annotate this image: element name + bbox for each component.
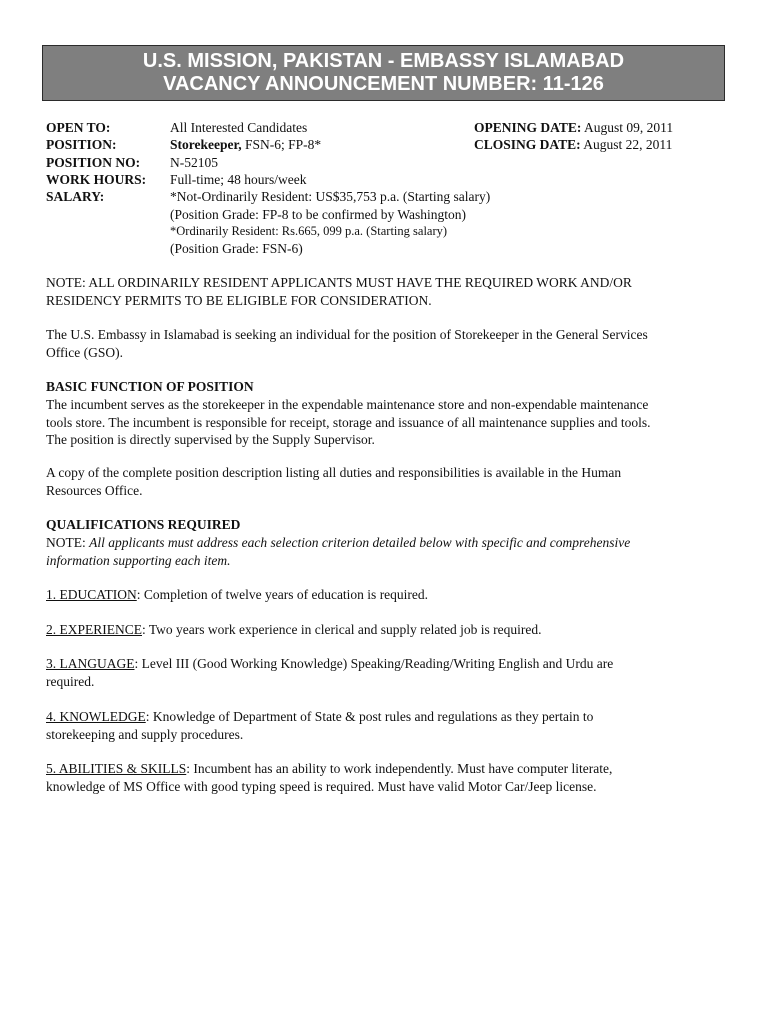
copy-line-1: A copy of the complete position description listing all duties and responsibilities is available in the Human (46, 465, 622, 480)
experience-text: : Two years work experience in clerical and supply related job is required. (142, 622, 542, 637)
basic-function-line-2: tools store. The incumbent is responsible for receipt, storage and issuance of all maintenance supplies and tools. (46, 414, 651, 430)
closing-date-value: August 22, 2011 (580, 137, 673, 153)
intro-line-1: The U.S. Embassy in Islamabad is seeking an individual for the position of Storekeeper in the General Services (46, 327, 648, 342)
salary-line-2: (Position Grade: FP-8 to be confirmed by Washington) (170, 206, 467, 222)
position-no-label: POSITION NO: (46, 154, 141, 170)
resident-note-line-1: NOTE: ALL ORDINARILY RESIDENT APPLICANTS MUST HAVE THE REQUIRED WORK AND/OR (46, 275, 632, 290)
title-line-1: U.S. MISSION, PAKISTAN - EMBASSY ISLAMABAD (142, 50, 625, 72)
knowledge-text-2: storekeeping and supply procedures. (46, 726, 244, 742)
copy-paragraph (46, 464, 726, 500)
work-hours-label: WORK HOURS: (46, 171, 147, 187)
title-line-2: VACANCY ANNOUNCEMENT NUMBER: 11-126 (163, 73, 604, 95)
qualifications-note-italic-2: information supporting each item. (46, 552, 231, 568)
position-grade: FSN-6; FP-8* (241, 137, 322, 153)
abilities-item (46, 760, 726, 796)
knowledge-text-1: : Knowledge of Department of State & post rules and regulations as they pertain to (145, 709, 594, 724)
basic-function-section (46, 378, 726, 449)
opening-date-label: OPENING DATE: (474, 120, 582, 135)
language-text-1: : Level III (Good Working Knowledge) Speaking/Reading/Writing English and Urdu are (134, 656, 614, 671)
open-to-label: OPEN TO: (46, 120, 111, 135)
announcement-title-box (42, 45, 725, 101)
salary-line-3: *Ordinarily Resident: Rs.665, 099 p.a. (Starting salary) (170, 224, 448, 238)
position-title: Storekeeper, (170, 137, 242, 153)
experience-item (46, 621, 726, 639)
opening-date (474, 119, 673, 136)
language-text-2: required. (46, 673, 95, 689)
abilities-label: 5. ABILITIES & SKILLS (46, 761, 187, 776)
qualifications-heading: QUALIFICATIONS REQUIRED (46, 517, 241, 532)
knowledge-label: 4. KNOWLEDGE (46, 709, 146, 724)
resident-note-line-2: RESIDENCY PERMITS TO BE ELIGIBLE FOR CONSIDERATION. (46, 292, 432, 308)
qualifications-note-line-1 (46, 534, 726, 552)
abilities-text-1: : Incumbent has an ability to work independently. Must have computer literate, (186, 761, 613, 776)
education-label: 1. EDUCATION (46, 587, 137, 602)
education-item (46, 586, 726, 604)
basic-function-line-1: The incumbent serves as the storekeeper in the expendable maintenance store and non-expendable maintenance (46, 396, 649, 412)
intro-paragraph (46, 326, 726, 362)
qualifications-section (46, 516, 726, 569)
salary-line-1: *Not-Ordinarily Resident: US$35,753 p.a. (Starting salary) (170, 189, 491, 205)
knowledge-item (46, 708, 726, 744)
basic-function-heading: BASIC FUNCTION OF POSITION (46, 379, 254, 394)
closing-date-label: CLOSING DATE: (474, 137, 581, 153)
abilities-text-2: knowledge of MS Office with good typing speed is required. Must have valid Motor Car/Jeep license. (46, 778, 597, 794)
qualifications-note-italic-1: All applicants must address each selection criterion detailed below with specific and comprehensive (89, 534, 631, 550)
position-value (170, 136, 321, 153)
salary-label: SALARY: (46, 189, 105, 205)
language-item (46, 655, 726, 691)
salary-line-4: (Position Grade: FSN-6) (170, 241, 303, 256)
experience-label: 2. EXPERIENCE (46, 622, 142, 637)
work-hours-value: Full-time; 48 hours/week (170, 171, 307, 187)
closing-date (474, 136, 672, 153)
open-to-value: All Interested Candidates (170, 120, 308, 135)
position-label: POSITION: (46, 137, 117, 153)
language-label: 3. LANGUAGE (46, 656, 135, 671)
resident-note (46, 274, 726, 310)
qualifications-note-prefix: NOTE: (46, 534, 90, 550)
opening-date-value: August 09, 2011 (581, 120, 674, 135)
intro-line-2: Office (GSO). (46, 344, 123, 360)
position-no-value: N-52105 (170, 154, 218, 170)
basic-function-line-3: The position is directly supervised by the Supply Supervisor. (46, 432, 375, 448)
education-text: : Completion of twelve years of education is required. (136, 587, 429, 602)
copy-line-2: Resources Office. (46, 482, 143, 498)
